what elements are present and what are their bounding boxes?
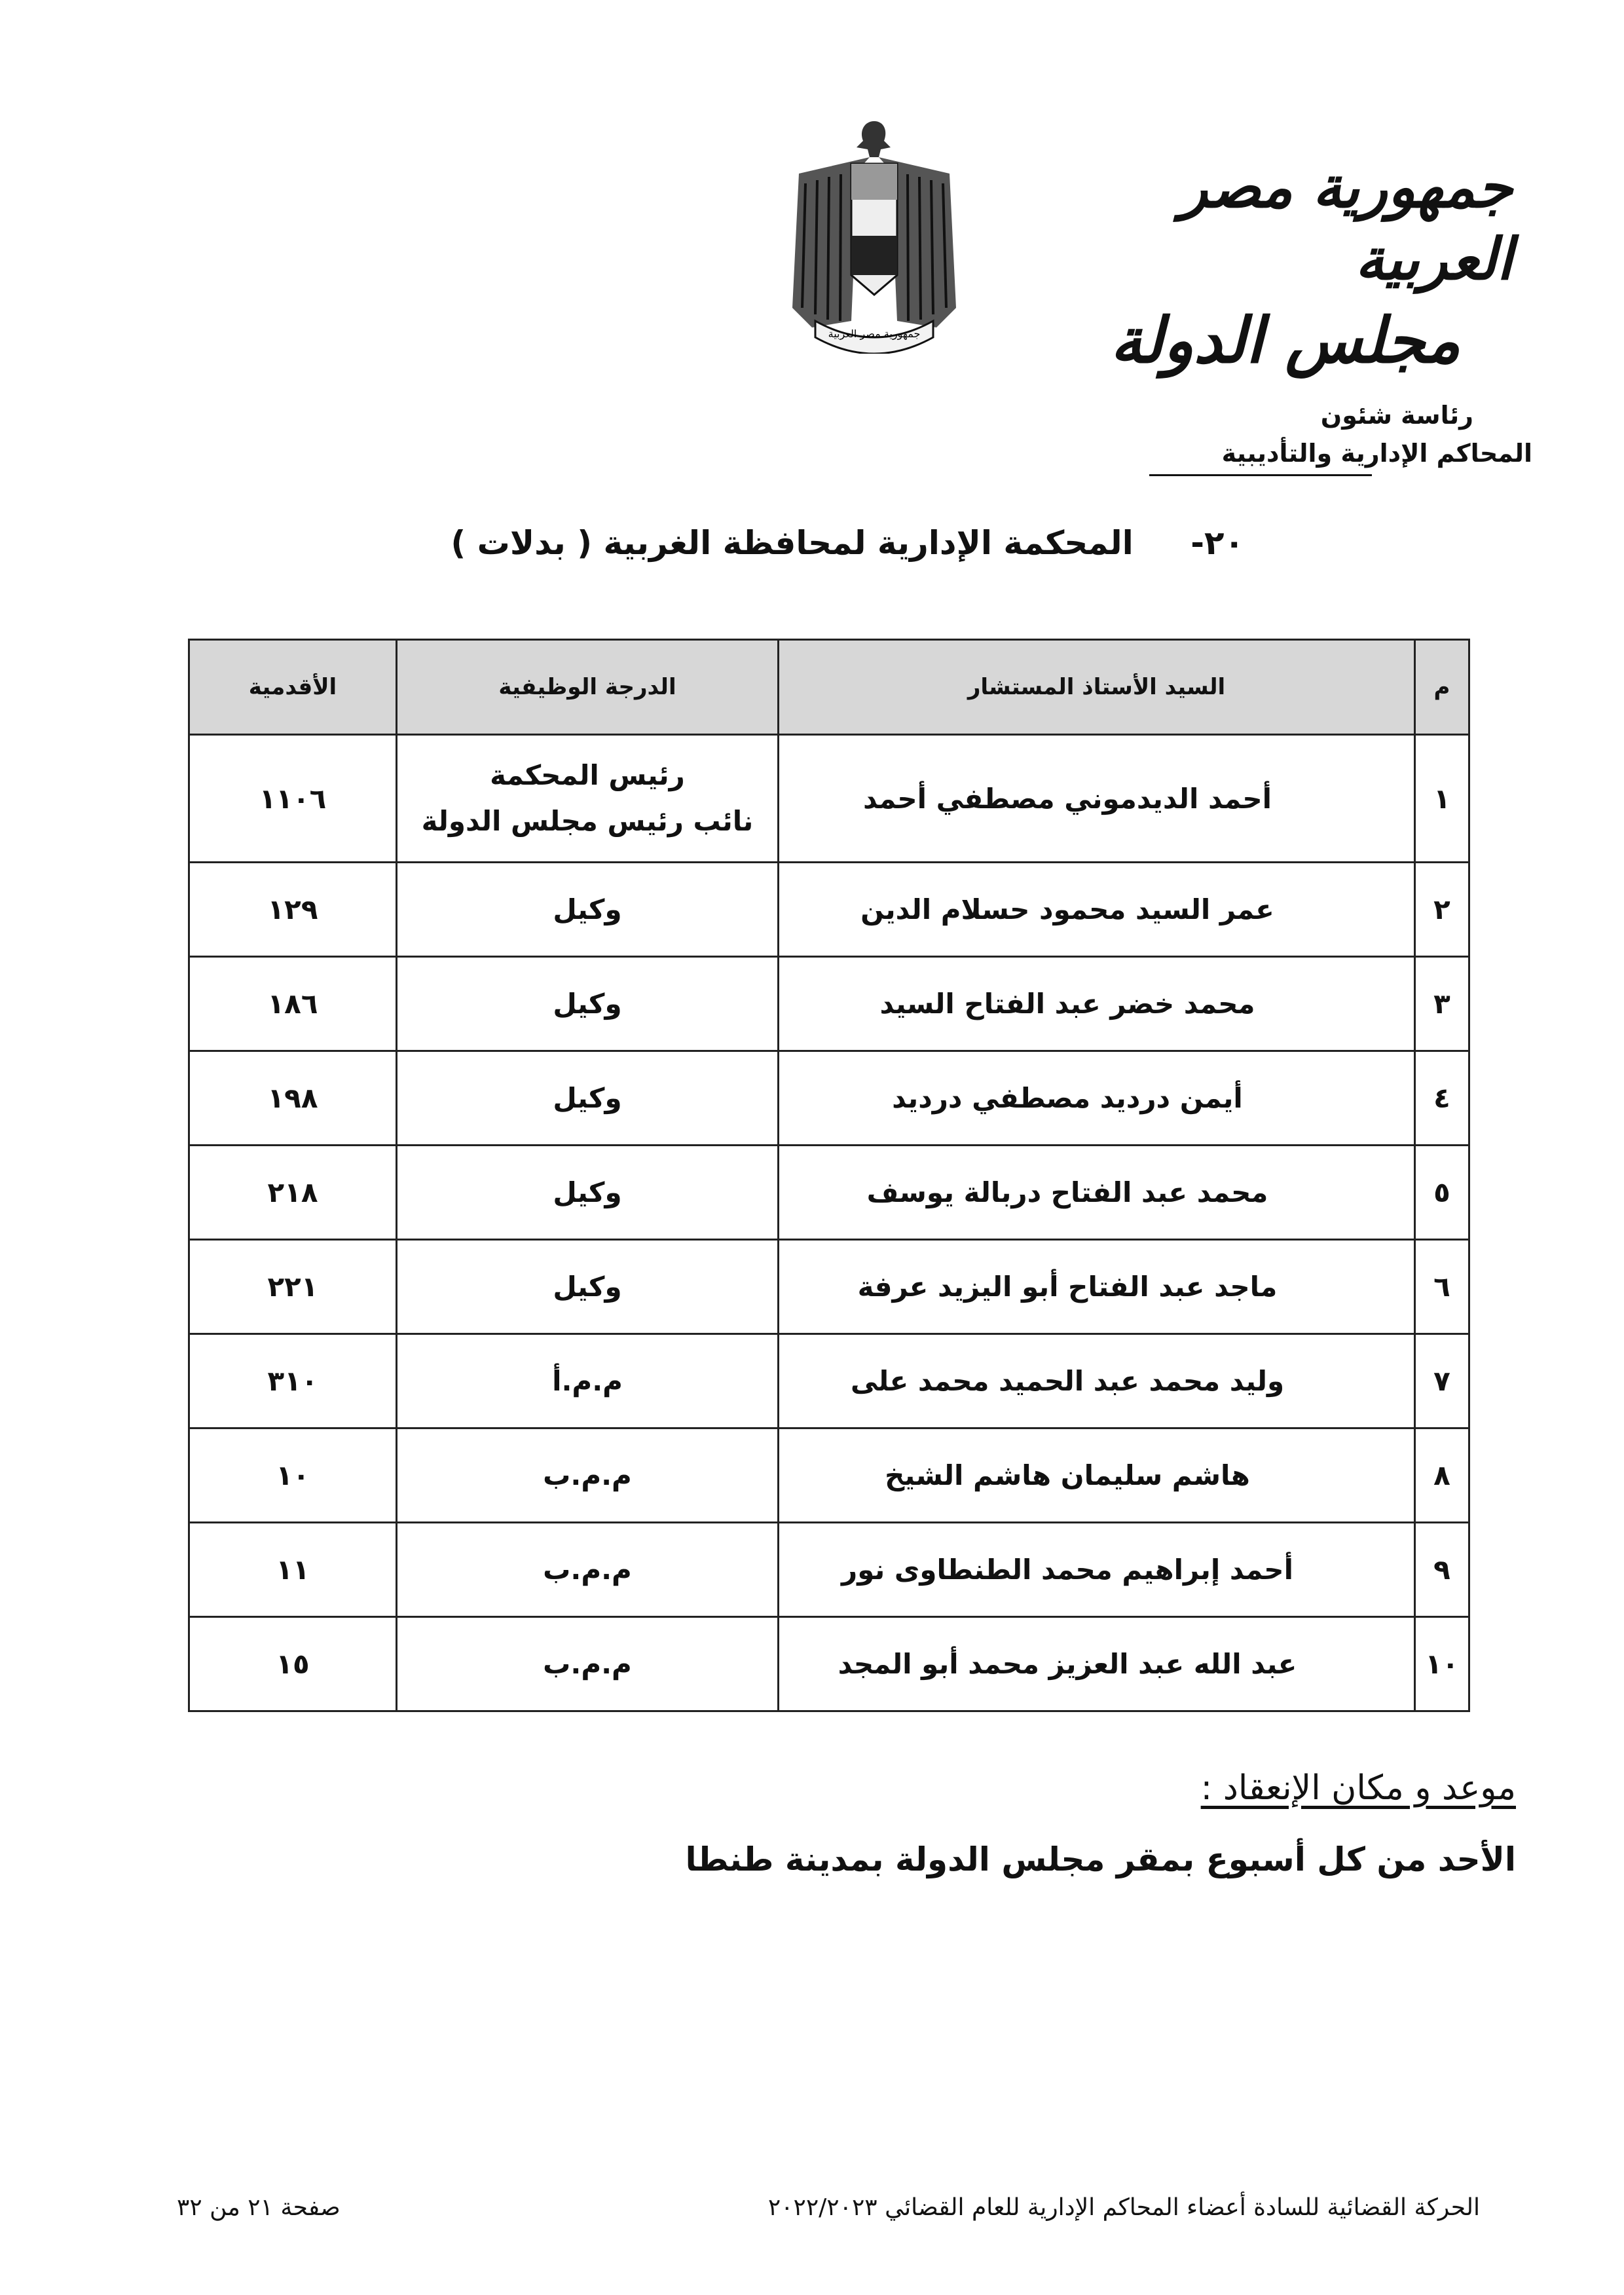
job-grade: وكيل — [397, 1240, 779, 1334]
job-grade: وكيل — [397, 957, 779, 1051]
job-grade: وكيل — [397, 1146, 779, 1240]
header-name: السيد الأستاذ المستشار — [779, 640, 1415, 735]
table-row — [189, 1617, 1469, 1711]
page-number: صفحة ٢١ من ٣٢ — [177, 2194, 341, 2221]
judge-name: هاشم سليمان هاشم الشيخ — [779, 1428, 1415, 1523]
republic-title: جمهورية مصر العربية — [1179, 153, 1513, 293]
seniority: ١١ — [189, 1523, 397, 1617]
row-number: ٨ — [1415, 1428, 1469, 1523]
table-header-row — [189, 640, 1469, 735]
job-grade-line1: رئيس المحكمة — [490, 759, 685, 791]
table-row — [189, 1523, 1469, 1617]
judge-name: أحمد الديدموني مصطفي أحمد — [779, 735, 1415, 863]
venue-text: الأحد من كل أسبوع بمقر مجلس الدولة بمدينة طنطا — [685, 1840, 1516, 1878]
row-number: ٢ — [1415, 863, 1469, 957]
header-m: م — [1415, 640, 1469, 735]
judge-name: محمد خضر عبد الفتاح السيد — [779, 957, 1415, 1051]
job-grade: م.م.ب — [397, 1617, 779, 1711]
section-heading — [393, 524, 1244, 562]
row-number: ٦ — [1415, 1240, 1469, 1334]
table-row — [189, 863, 1469, 957]
footer-caption: الحركة القضائية للسادة أعضاء المحاكم الإدارية للعام القضائي ٢٠٢٢/٢٠٢٣ — [767, 2194, 1480, 2221]
table-row — [189, 1428, 1469, 1523]
judge-name: عبد الله عبد العزيز محمد أبو المجد — [779, 1617, 1415, 1711]
row-number: ٥ — [1415, 1146, 1469, 1240]
job-grade: وكيل — [397, 863, 779, 957]
emblem-text: جمهورية مصر العربية — [828, 327, 921, 340]
table-row — [189, 735, 1469, 863]
section-number: ٢٠- — [1190, 524, 1244, 562]
job-grade: م.م.أ — [397, 1334, 779, 1428]
job-grade-line2: نائب رئيس مجلس الدولة — [421, 805, 754, 837]
row-number: ٤ — [1415, 1051, 1469, 1146]
row-number: ١٠ — [1415, 1617, 1469, 1711]
job-grade: م.م.ب — [397, 1523, 779, 1617]
judge-name: عمر السيد محمود حسلام الدين — [779, 863, 1415, 957]
courts-line: المحاكم الإدارية والتأديبية — [1221, 439, 1532, 468]
letterhead — [1074, 151, 1532, 472]
judge-name: وليد محمد عبد الحميد محمد على — [779, 1334, 1415, 1428]
egypt-eagle-emblem-icon — [786, 111, 963, 354]
seniority: ٣١٠ — [189, 1334, 397, 1428]
header-divider — [1149, 474, 1372, 476]
judge-name: محمد عبد الفتاح دربالة يوسف — [779, 1146, 1415, 1240]
job-grade — [397, 735, 779, 863]
seniority: ١٥ — [189, 1617, 397, 1711]
venue-heading: موعد و مكان الإنعقاد : — [1200, 1768, 1516, 1808]
section-title: المحكمة الإدارية لمحافظة الغربية ( بدلات ) — [451, 524, 1134, 562]
row-number: ٣ — [1415, 957, 1469, 1051]
seniority: ٢١٨ — [189, 1146, 397, 1240]
job-grade: م.م.ب — [397, 1428, 779, 1523]
seniority: ٢٢١ — [189, 1240, 397, 1334]
table-row — [189, 957, 1469, 1051]
table-row — [189, 1146, 1469, 1240]
row-number: ١ — [1415, 735, 1469, 863]
council-title: مجلس الدولة — [1110, 303, 1460, 377]
judge-name: أيمن درديد مصطفي درديد — [779, 1051, 1415, 1146]
seniority: ١١٠٦ — [189, 735, 397, 863]
header-seniority: الأقدمية — [189, 640, 397, 735]
judge-name: ماجد عبد الفتاح أبو اليزيد عرفة — [779, 1240, 1415, 1334]
seniority: ١٨٦ — [189, 957, 397, 1051]
table-row — [189, 1240, 1469, 1334]
row-number: ٩ — [1415, 1523, 1469, 1617]
presidency-line: رئاسة شئون — [1320, 401, 1473, 430]
seniority: ١٩٨ — [189, 1051, 397, 1146]
row-number: ٧ — [1415, 1334, 1469, 1428]
job-grade: وكيل — [397, 1051, 779, 1146]
seniority: ١٢٩ — [189, 863, 397, 957]
judge-name: أحمد إبراهيم محمد الطنطاوى نور — [779, 1523, 1415, 1617]
table-row — [189, 1334, 1469, 1428]
table-row — [189, 1051, 1469, 1146]
judges-table — [188, 639, 1470, 1712]
seniority: ١٠ — [189, 1428, 397, 1523]
header-grade: الدرجة الوظيفية — [397, 640, 779, 735]
